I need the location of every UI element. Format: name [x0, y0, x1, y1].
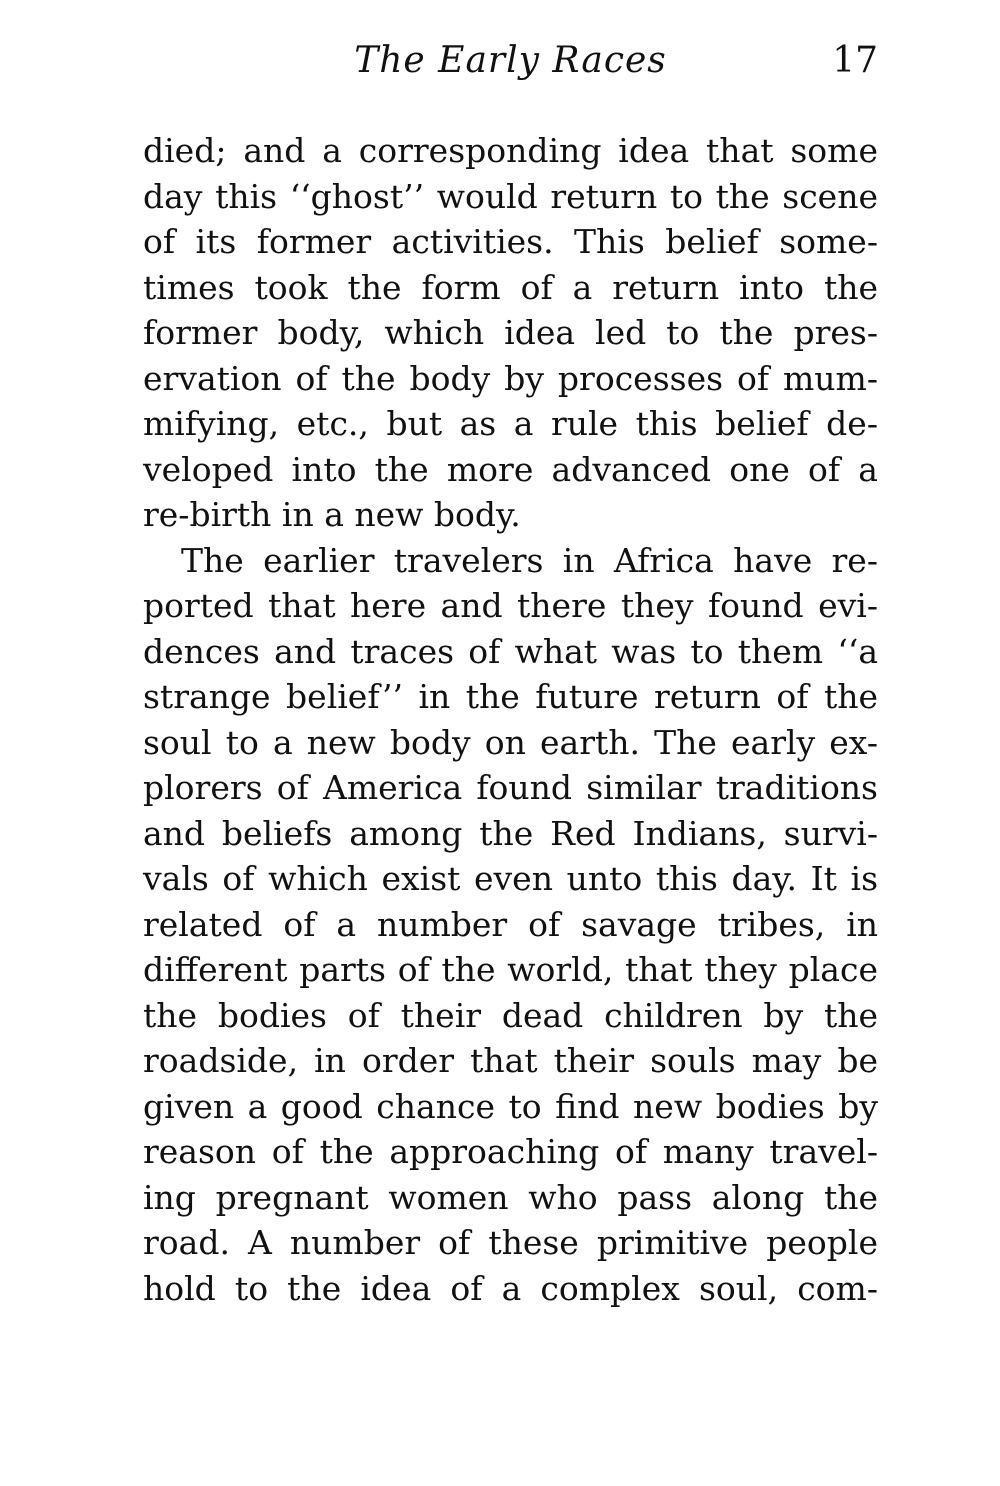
text-line: plorers of America found similar traditions [143, 768, 878, 807]
text-line: ing pregnant women who pass along the [143, 1177, 878, 1217]
page-header [143, 40, 878, 90]
text-line: of its former activities. This belief some- [143, 222, 878, 261]
text-line: vals of which exist even unto this day. It is [143, 859, 878, 898]
text-line: strange belief’’ in the future return of the [143, 677, 878, 716]
text-line: mifying, etc., but as a rule this belief de- [143, 404, 878, 443]
text-line: reason of the approaching of many travel- [143, 1132, 878, 1171]
body-text [143, 128, 878, 1311]
text-line: given a good chance to find new bodies by [143, 1086, 878, 1126]
text-line: The earlier travelers in Africa have re- [181, 540, 878, 580]
text-line: veloped into the more advanced one of a [143, 449, 878, 489]
text-line: roadside, in order that their souls may be [143, 1041, 878, 1080]
running-title: The Early Races [354, 40, 667, 81]
text-line: times took the form of a return into the [143, 267, 878, 307]
text-line: and beliefs among the Red Indians, survi- [143, 813, 878, 853]
text-line: related of a number of savage tribes, in [143, 904, 878, 944]
text-line: former body, which idea led to the pres- [143, 313, 878, 352]
text-line: different parts of the world, that they place [143, 950, 878, 989]
text-line: dences and traces of what was to them ‘‘a [143, 631, 878, 671]
text-line: road. A number of these primitive people [143, 1223, 878, 1262]
text-line: re-birth in a new body. [143, 495, 521, 534]
text-line: ervation of the body by processes of mum- [143, 358, 878, 398]
text-line: the bodies of their dead children by the [143, 995, 878, 1035]
text-line: hold to the idea of a complex soul, com- [143, 1268, 878, 1308]
text-line: day this ‘‘ghost’’ would return to the scene [143, 176, 878, 216]
text-line: soul to a new body on earth. The early ex- [143, 722, 878, 762]
page-number: 17 [832, 40, 878, 81]
text-line: died; and a corresponding idea that some [143, 131, 878, 170]
text-line: ported that here and there they found evi- [143, 586, 878, 625]
